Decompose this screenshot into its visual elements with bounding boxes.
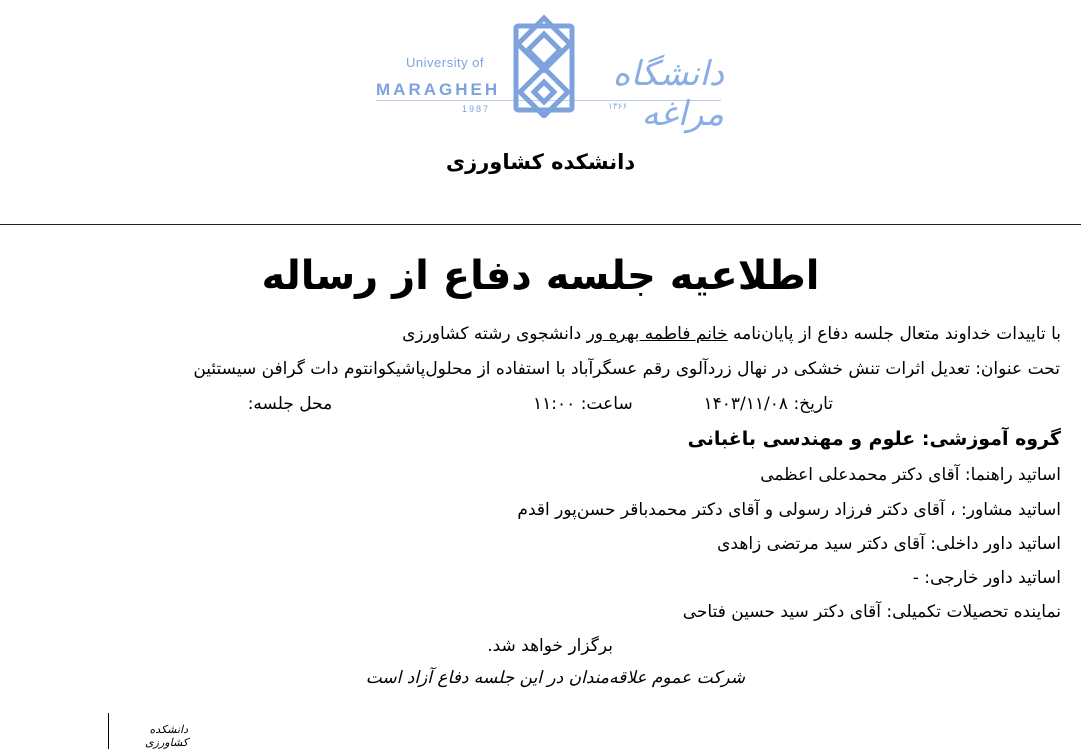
time-label: ساعت: xyxy=(580,394,633,414)
logo-english-line2: MARAGHEH xyxy=(376,80,501,99)
logo-english-line1: University of xyxy=(406,55,485,70)
intro-line xyxy=(402,324,1061,344)
stamp-bar xyxy=(108,713,109,749)
schedule-line xyxy=(248,394,833,414)
held-line: برگزار خواهد شد. xyxy=(487,636,613,656)
time-value: ۱۱:۰۰ xyxy=(533,394,576,414)
grad-representative-line: نماینده تحصیلات تکمیلی: آقای دکتر سید حسین فتاحی xyxy=(682,602,1061,622)
emblem-icon xyxy=(508,12,580,118)
university-logo xyxy=(372,12,724,134)
logo-year-english: 1987 xyxy=(462,104,491,114)
date-label: تاریخ: xyxy=(793,394,833,414)
page-title: اطلاعیه جلسه دفاع از رساله xyxy=(261,253,820,299)
date-value: ۱۴۰۳/۱۱/۰۸ xyxy=(703,394,789,414)
invitation-line: شرکت عموم علاقه‌مندان در این جلسه دفاع آزاد است xyxy=(365,668,745,688)
department-line: گروه آموزشی: علوم و مهندسی باغبانی xyxy=(687,428,1061,450)
student-name: خانم فاطمه بهره ور xyxy=(586,324,728,344)
logo-persian-name: دانشگاه مراغه xyxy=(612,54,724,134)
internal-referee-line: اساتید داور داخلی: آقای دکتر سید مرتضی زاهدی xyxy=(717,534,1061,554)
advisor-line: اساتید راهنما: آقای دکتر محمدعلی اعظمی xyxy=(760,465,1061,485)
intro-suffix: دانشجوی رشته کشاورزی xyxy=(402,324,582,344)
logo-year-persian: ۱۳۶۶ xyxy=(608,102,628,112)
signature-stamp xyxy=(108,713,188,751)
intro-prefix: با تاییدات خداوند متعال جلسه دفاع از پایان‌نامه xyxy=(733,324,1061,344)
thesis-title-line: تحت عنوان: تعدیل اثرات تنش خشکی در نهال زردآلوی رقم عسگرآباد با استفاده از محلول‌پاشیکوانتوم دات گرافن سیستئین xyxy=(193,359,1060,379)
header-divider xyxy=(0,224,1081,225)
external-referee-line: اساتید داور خارجی: - xyxy=(912,568,1061,588)
place-label: محل جلسه: xyxy=(247,394,333,414)
consultants-line: اساتید مشاور: ، آقای دکتر فرزاد رسولی و آقای دکتر محمدباقر حسن‌پور اقدم xyxy=(517,500,1061,520)
stamp-text: دانشکده کشاورزی xyxy=(145,723,188,749)
faculty-name: دانشکده کشاورزی xyxy=(445,150,636,174)
